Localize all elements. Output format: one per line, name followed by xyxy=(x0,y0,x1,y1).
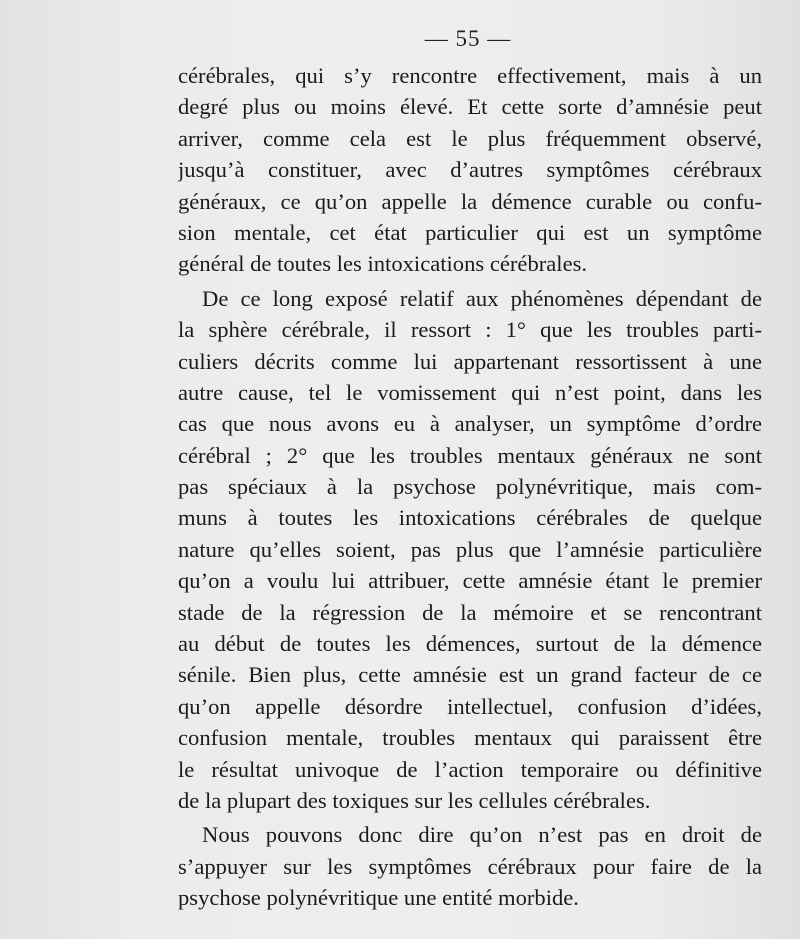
text-line: sénile. Bien plus, cette amnésie est un grand facteur de ce xyxy=(178,662,762,688)
text-line: Nous pouvons donc dire qu’on n’est pas en droit de xyxy=(202,822,762,848)
body-text xyxy=(178,60,762,914)
text-line: stade de la régression de la mémoire et se rencontrant xyxy=(178,599,762,625)
text-line: s’appuyer sur les symptômes cérébraux pour faire de la xyxy=(178,853,762,879)
text-line: degré plus ou moins élevé. Et cette sorte d’amnésie peut xyxy=(178,94,762,120)
text-line: confusion mentale, troubles mentaux qui paraissent être xyxy=(178,725,762,751)
text-line: la sphère cérébrale, il ressort : 1° que les troubles parti- xyxy=(178,317,762,343)
text-line: psychose polynévritique une entité morbide. xyxy=(178,885,579,911)
page-number: — 55 — xyxy=(424,26,512,51)
text-line: pas spéciaux à la psychose polynévritique, mais com- xyxy=(178,474,762,500)
text-line: culiers décrits comme lui appartenant ressortissent à une xyxy=(178,348,762,374)
text-line: le résultat univoque de l’action temporaire ou définitive xyxy=(178,756,762,782)
text-line: cérébrales, qui s’y rencontre effectivement, mais à un xyxy=(178,63,762,88)
text-line: de la plupart des toxiques sur les cellules cérébrales. xyxy=(178,787,651,813)
text-line: au début de toutes les démences, surtout de la démence xyxy=(178,631,762,657)
text-line: cas que nous avons eu à analyser, un symptôme d’ordre xyxy=(178,411,762,437)
text-line: autre cause, tel le vomissement qui n’est point, dans les xyxy=(178,379,762,405)
text-line: qu’on a voulu lui attribuer, cette amnésie étant le premier xyxy=(178,568,762,594)
text-line: sion mentale, cet état particulier qui est un symptôme xyxy=(178,219,762,245)
text-line: muns à toutes les intoxications cérébrales de quelque xyxy=(178,505,762,531)
text-line: jusqu’à constituer, avec d’autres symptômes cérébraux xyxy=(178,157,762,183)
text-line: général de toutes les intoxications cérébrales. xyxy=(178,251,588,277)
text-line: généraux, ce qu’on appelle la démence curable ou confu- xyxy=(178,188,762,214)
text-line: nature qu’elles soient, pas plus que l’amnésie particulière xyxy=(178,536,762,562)
text-line: qu’on appelle désordre intellectuel, confusion d’idées, xyxy=(178,693,762,719)
text-line: cérébral ; 2° que les troubles mentaux généraux ne sont xyxy=(178,442,762,468)
text-line: arriver, comme cela est le plus fréquemment observé, xyxy=(178,125,762,151)
text-line: De ce long exposé relatif aux phénomènes dépendant de xyxy=(202,285,762,311)
